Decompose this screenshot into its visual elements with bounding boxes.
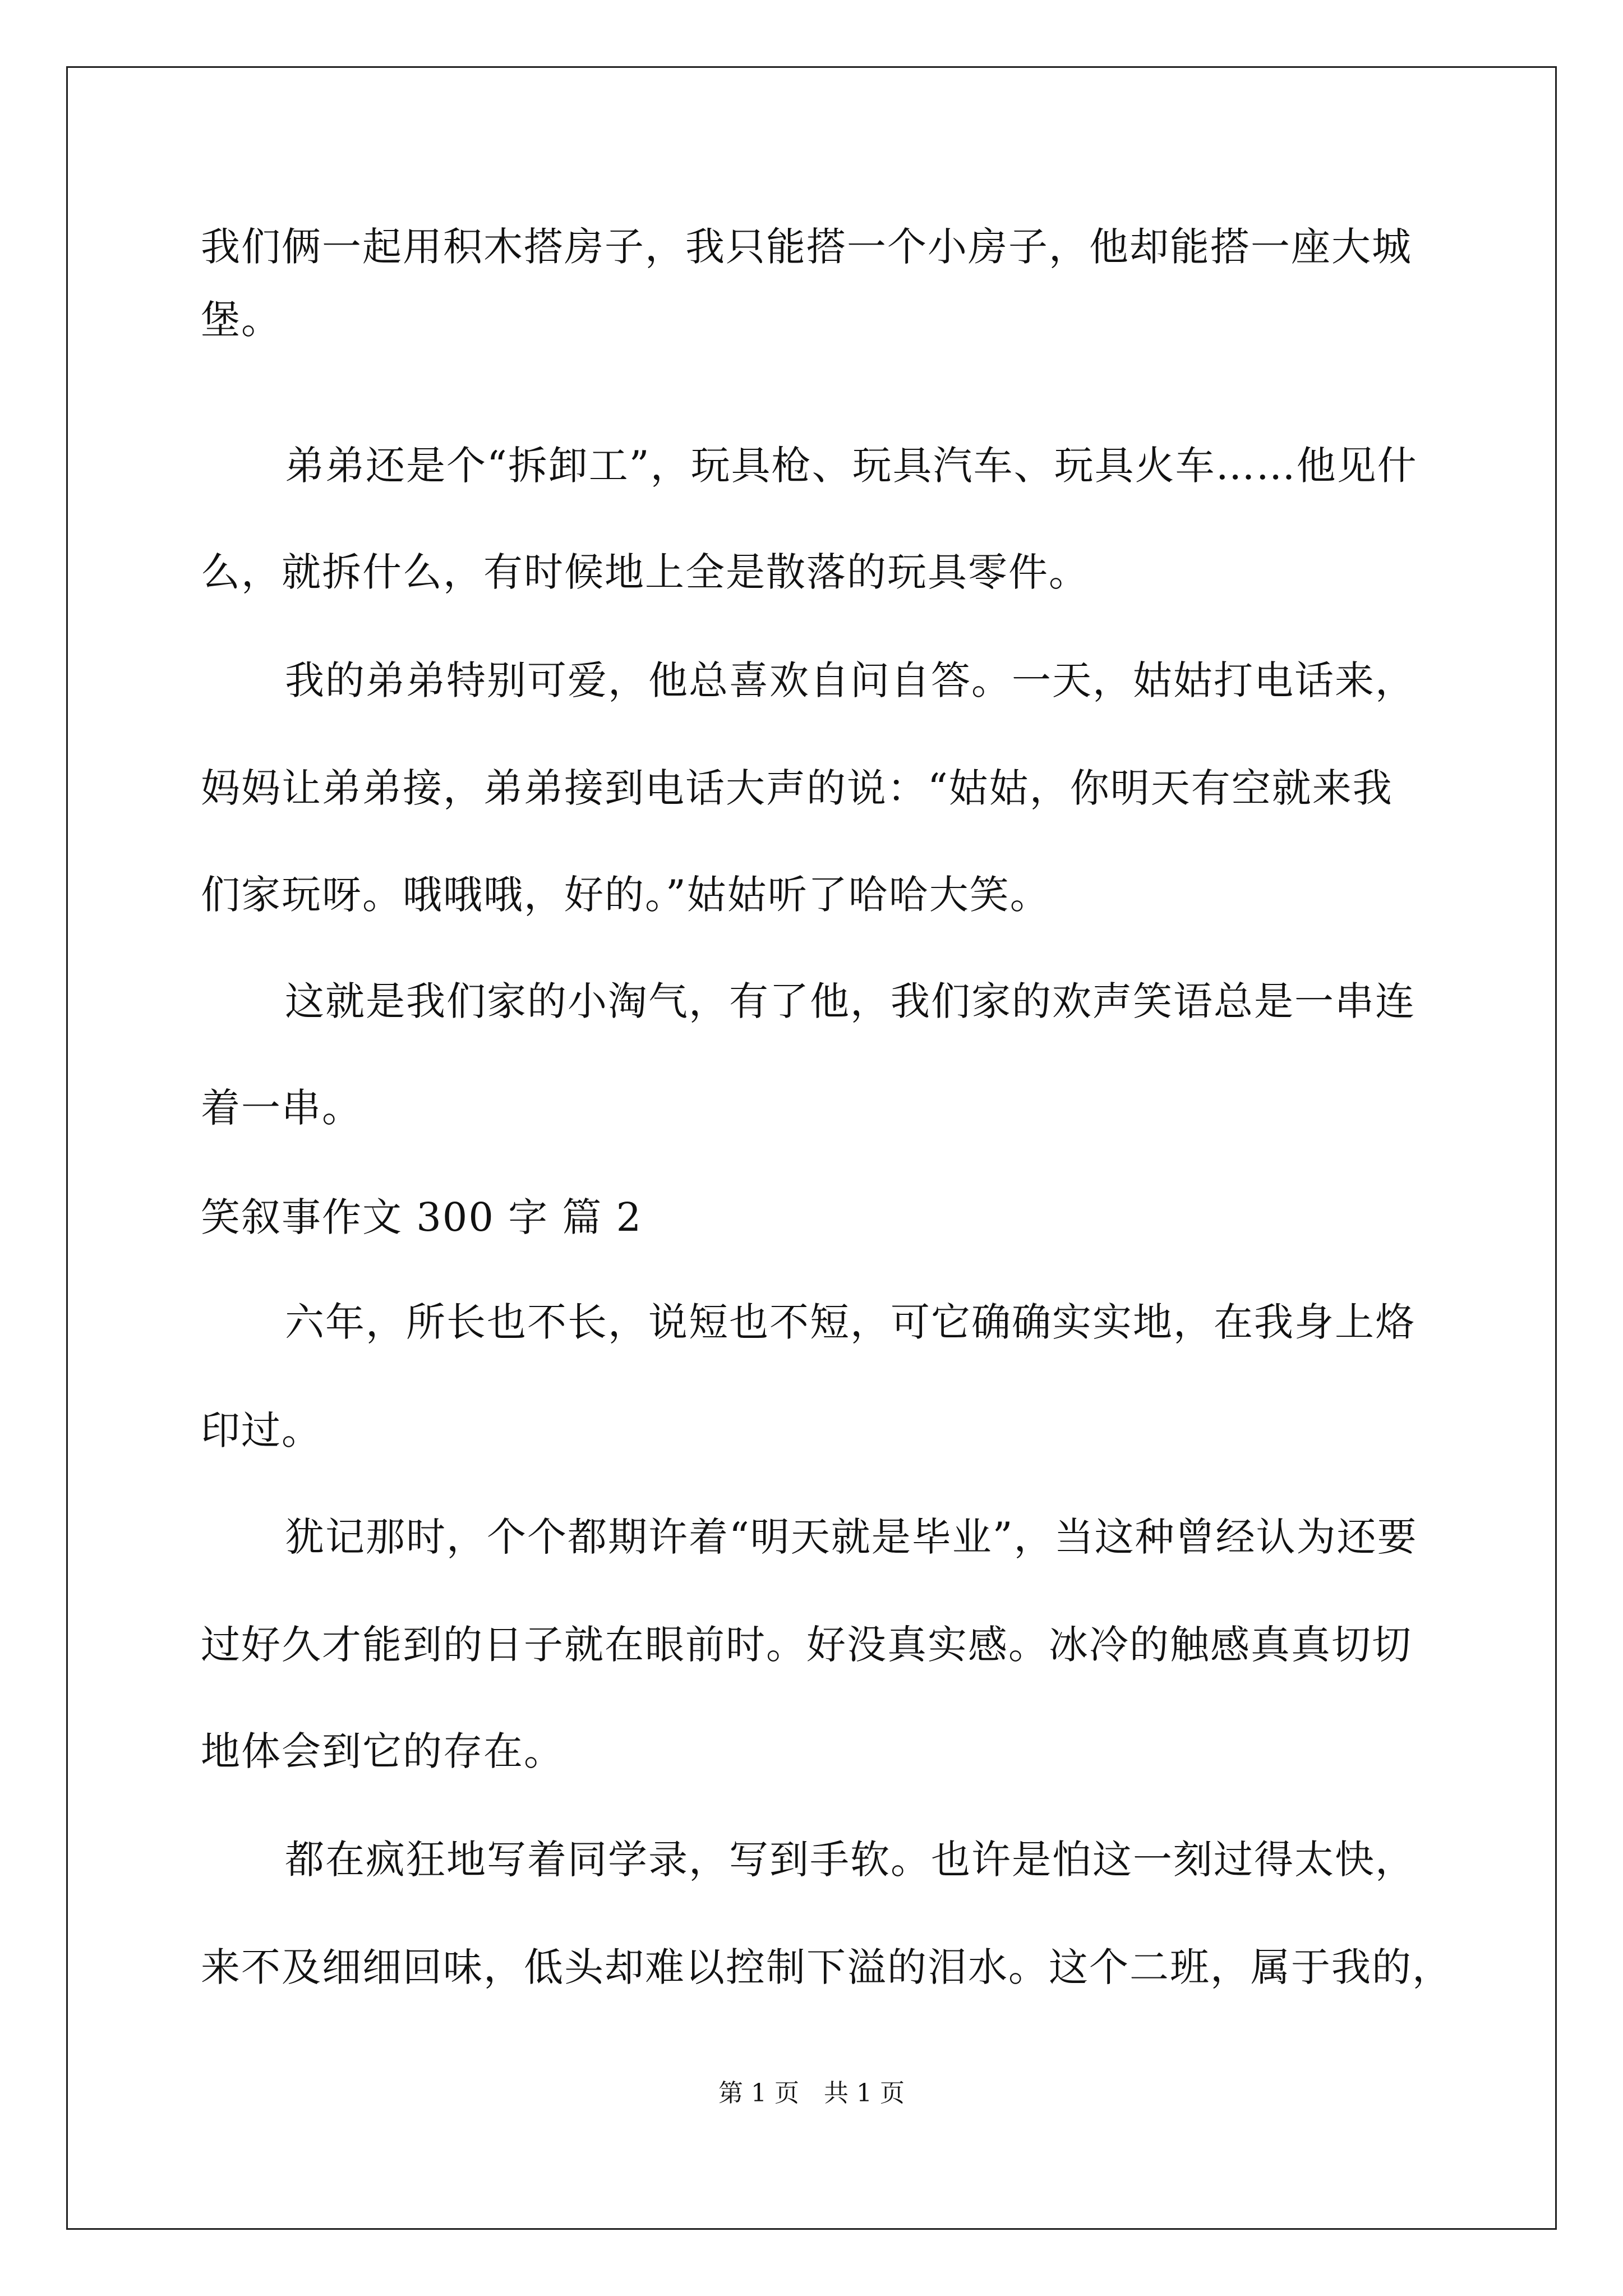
text-line: 六年，所长也不长，说短也不短，可它确确实实地，在我身上烙 — [285, 1299, 1415, 1345]
text-line: 我们俩一起用积木搭房子，我只能搭一个小房子，他却能搭一座大城 — [201, 224, 1412, 270]
text-line: 来不及细细回味，低头却难以控制下溢的泪水。这个二班，属于我的， — [201, 1944, 1453, 1990]
text-line: 妈妈让弟弟接，弟弟接到电话大声的说：“姑姑，你明天有空就来我 — [201, 765, 1393, 811]
text-line: 着一串。 — [201, 1085, 362, 1131]
text-line: 我的弟弟特别可爱，他总喜欢自问自答。一天，姑姑打电话来， — [285, 657, 1415, 703]
text-line: 过好久才能到的日子就在眼前时。好没真实感。冰冷的触感真真切切 — [201, 1622, 1412, 1668]
page-border — [66, 66, 1557, 2230]
text-line: 们家玩呀。哦哦哦，好的。”姑姑听了哈哈大笑。 — [201, 872, 1050, 918]
text-line: 弟弟还是个“拆卸工”，玩具枪、玩具汽车、玩具火车……他见什 — [285, 443, 1418, 489]
text-line: 么，就拆什么，有时候地上全是散落的玩具零件。 — [201, 549, 1089, 595]
text-line: 印过。 — [201, 1407, 322, 1453]
text-line: 地体会到它的存在。 — [201, 1728, 564, 1774]
text-line: 这就是我们家的小淘气，有了他，我们家的欢声笑语总是一串连 — [285, 978, 1415, 1024]
text-line: 犹记那时，个个都期许着“明天就是毕业”，当这种曾经认为还要 — [285, 1514, 1418, 1560]
section-heading: 笑叙事作文 300 字 篇 2 — [201, 1194, 643, 1240]
text-line: 堡。 — [201, 297, 282, 343]
page-footer — [0, 2081, 1623, 2106]
page-number: 第 1 页 — [718, 2079, 799, 2108]
page-total: 共 1 页 — [824, 2079, 905, 2108]
text-line: 都在疯狂地写着同学录，写到手软。也许是怕这一刻过得太快， — [285, 1837, 1415, 1883]
